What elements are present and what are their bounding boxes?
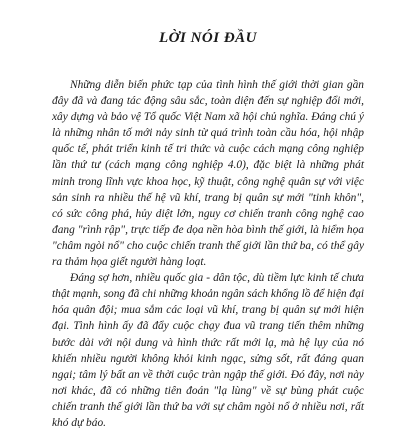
page-title: LỜI NÓI ĐẦU: [158, 30, 257, 46]
paragraph-1: Những diễn biến phức tạp của tình hình thế giới thời gian gần đây đã và đang tác động sâu sắc, toàn diện đến sự nghiệp đổi mới, xây dựng và bảo vệ Tổ quốc Việt Nam xã hội chủ nghĩa. Đáng chú ý là những nhân tố mới nảy sinh từ quá trình toàn cầu hóa, hội nhập quốc tế, phát triển kinh tế tri thức và cuộc cách mạng công nghiệp lần thứ tư (cách mạng công nghiệp 4.0), đặc biệt là những phát minh trong lĩnh vực khoa học, kỹ thuật, công nghệ quân sự với việc sản sinh ra nhiều thế hệ vũ khí, trang bị quân sự mới "tinh khôn", có sức công phá, hủy diệt lớn, nguy cơ chiến tranh công nghệ cao đang "rình rập", trực tiếp đe dọa nền hòa bình thế giới, là hiểm họa "châm ngòi nổ" cho cuộc chiến tranh thế giới lần thứ ba, có thể gây ra thảm họa giết người hàng loạt.: [52, 79, 364, 269]
paragraph-2: Đáng sợ hơn, nhiều quốc gia - dân tộc, dù tiềm lực kinh tế chưa thật mạnh, song đã chi những khoản ngân sách khổng lồ để hiện đại hóa quân đội; mua sắm các loại vũ khí, trang bị quân sự mới hiện đại. Tình hình ấy đã đẩy cuộc chạy đua vũ trang tiến thêm những bước dài với nội dung và hình thức rất mới lạ, mà hệ lụy của nó khiến nhiều người không khỏi kinh ngạc, sửng sốt, rất đáng quan ngại; tâm lý bất an về thời cuộc tràn ngập thế giới. Đó đây, nơi này nơi khác, đã có những tiên đoán "lạ lùng" về sự bùng phát cuộc chiến tranh thế giới lần thứ ba với sự châm ngòi nổ ở nhiều nơi, rất khó dự báo.: [52, 272, 364, 429]
